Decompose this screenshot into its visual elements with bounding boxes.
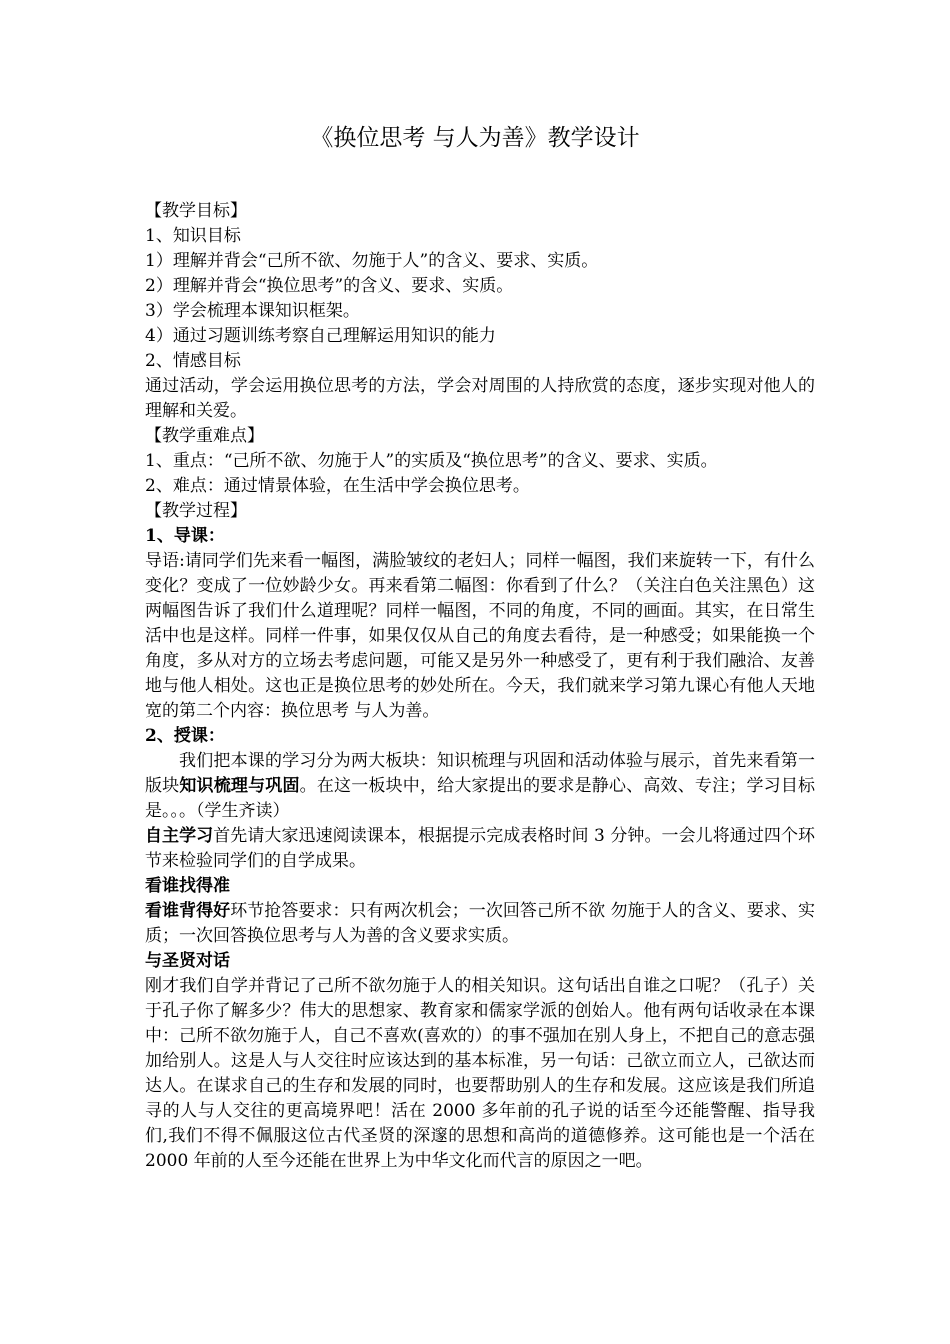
knowledge-goal-heading: 1、知识目标	[145, 226, 241, 246]
sage-paragraph: 刚才我们自学并背记了己所不欲勿施于人的相关知识。这句话出自谁之口呢？（孔子）关于孔子你了解多少？伟大的思想家、教育家和儒家学派的创始人。他有两句话收录在本课中：己所不欲勿施于人，自己不喜欢(喜欢的）的事不强加在别人身上，不把自己的意志强加给别人。这是人与人交往时应该达到的基本标准，另一句话：己欲立而立人，己欲达而达人。在谋求自己的生存和发展的同时，也要帮助别人的生存和发展。这应该是我们所追寻的人与人交往的更高境界吧！活在 2000 多年前的孔子说的话至今还能警醒、指导我们,我们不得不佩服这位古代圣贤的深邃的思想和高尚的道德修养。这可能也是一个活在 2000 年前的人至今还能在世界上为中华文化而代言的原因之一吧。	[145, 976, 815, 1171]
self-study-paragraph	[145, 824, 815, 874]
find-heading: 看谁找得准	[145, 876, 230, 896]
recite-paragraph	[145, 899, 815, 949]
goal-item: 4）通过习题训练考察自己理解运用知识的能力	[145, 326, 496, 346]
goals-heading: 【教学目标】	[145, 201, 247, 221]
goal-item: 3）学会梳理本课知识框架。	[145, 301, 360, 321]
emotion-goal-text: 通过活动，学会运用换位思考的方法，学会对周围的人持欣赏的态度，逐步实现对他人的理解和关爱。	[145, 376, 815, 421]
teach-bold-term: 知识梳理与巩固	[179, 776, 300, 796]
document-title: 《换位思考 与人为善》教学设计	[310, 125, 640, 151]
recite-label: 看谁背得好	[145, 901, 231, 921]
intro-paragraph: 导语:请同学们先来看一幅图，满脸皱纹的老妇人；同样一幅图，我们来旋转一下，有什么变化？变成了一位妙龄少女。再来看第二幅图：你看到了什么？（关注白色关注黑色）这两幅图告诉了我们什么道理呢？同样一幅图，不同的角度，不同的画面。其实，在日常生活中也是这样。同样一件事，如果仅仅从自己的角度去看待，是一种感受；如果能换一个角度，多从对方的立场去考虑问题，可能又是另外一种感受了，更有利于我们融洽、友善地与他人相处。这也正是换位思考的妙处所在。今天，我们就来学习第九课心有他人天地宽的第二个内容：换位思考 与人为善。	[145, 551, 815, 721]
teach-paragraph	[145, 749, 815, 824]
key-point-item: 1、重点：“己所不欲、勿施于人”的实质及“换位思考”的含义、要求、实质。	[145, 451, 718, 471]
self-study-label: 自主学习	[145, 826, 214, 846]
sage-heading: 与圣贤对话	[145, 951, 230, 971]
emotion-goal-heading: 2、情感目标	[145, 351, 241, 371]
teach-text-end: 。在这一板块中，给大家提出的要求是静心、高效、专注；学习目标是。。。（学生齐读）	[145, 776, 816, 821]
goal-item: 2）理解并背会“换位思考”的含义、要求、实质。	[145, 276, 514, 296]
teach-text-start: 我们把本课的学习分为两大板块：知识梳理与巩固和活动体验与展示，首先来看第一版块	[145, 751, 815, 796]
process-heading: 【教学过程】	[145, 501, 247, 521]
document-body	[145, 199, 815, 1174]
intro-heading: 1、导课：	[145, 526, 225, 546]
self-study-text: 首先请大家迅速阅读课本，根据提示完成表格时间 3 分钟。一会儿将通过四个环节来检验同学们的自学成果。	[145, 826, 816, 871]
key-point-item: 2、难点：通过情景体验，在生活中学会换位思考。	[145, 476, 530, 496]
goal-item: 1）理解并背会“己所不欲、勿施于人”的含义、要求、实质。	[145, 251, 599, 271]
teach-heading: 2、授课：	[145, 726, 225, 746]
key-points-heading: 【教学重难点】	[145, 426, 264, 446]
recite-text: 环节抢答要求：只有两次机会；一次回答己所不欲 勿施于人的含义、要求、实质；一次回答换位思考与人为善的含义要求实质。	[145, 901, 816, 946]
